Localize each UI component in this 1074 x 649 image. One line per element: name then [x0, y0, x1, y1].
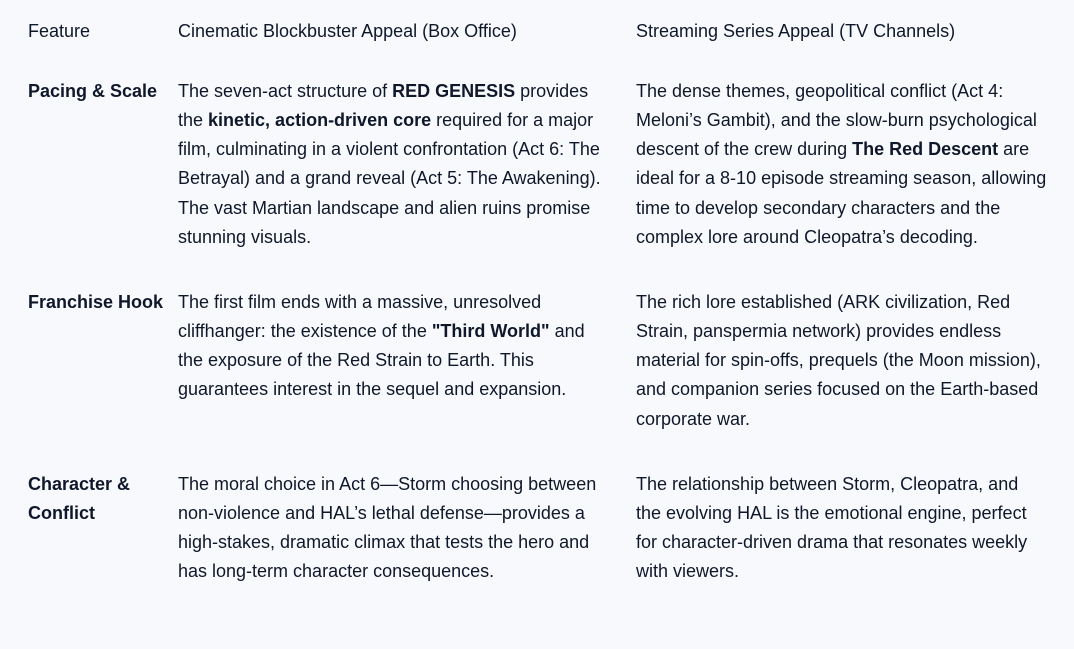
table-header — [0, 0, 1074, 61]
column-header-cinematic: Cinematic Blockbuster Appeal (Box Office) — [178, 0, 636, 61]
row-feature-label: Pacing & Scale — [0, 61, 178, 270]
row-cinematic-text: The moral choice in Act 6—Storm choosing between non-violence and HAL’s lethal defense—provides a high-stakes, dramatic climax that tests the hero and has long-term character consequences. — [178, 452, 636, 605]
header-row — [0, 0, 1074, 61]
row-feature-label: Franchise Hook — [0, 270, 178, 452]
table-body — [0, 61, 1074, 604]
row-streaming-text: The dense themes, geopolitical conflict (Act 4: Meloni’s Gambit), and the slow-burn psychological descent of the crew during The Red Descent are ideal for a 8-10 episode streaming season, allowing time to develop secondary characters and the complex lore around Cleopatra’s decoding. — [636, 61, 1074, 270]
table-row — [0, 270, 1074, 452]
column-header-streaming: Streaming Series Appeal (TV Channels) — [636, 0, 1074, 61]
column-header-feature: Feature — [0, 0, 178, 61]
row-feature-label: Character & Conflict — [0, 452, 178, 605]
row-streaming-text: The rich lore established (ARK civilization, Red Strain, panspermia network) provides endless material for spin-offs, prequels (the Moon mission), and companion series focused on the Earth-based corporate war. — [636, 270, 1074, 452]
row-streaming-text: The relationship between Storm, Cleopatra, and the evolving HAL is the emotional engine, perfect for character-driven drama that resonates weekly with viewers. — [636, 452, 1074, 605]
table-row — [0, 452, 1074, 605]
row-cinematic-text: The seven-act structure of RED GENESIS provides the kinetic, action-driven core required for a major film, culminating in a violent confrontation (Act 6: The Betrayal) and a grand reveal (Act 5: The Awakening). The vast Martian landscape and alien ruins promise stunning visuals. — [178, 61, 636, 270]
table-row — [0, 61, 1074, 270]
row-cinematic-text: The first film ends with a massive, unresolved cliffhanger: the existence of the "Third World" and the exposure of the Red Strain to Earth. This guarantees interest in the sequel and expansion. — [178, 270, 636, 452]
